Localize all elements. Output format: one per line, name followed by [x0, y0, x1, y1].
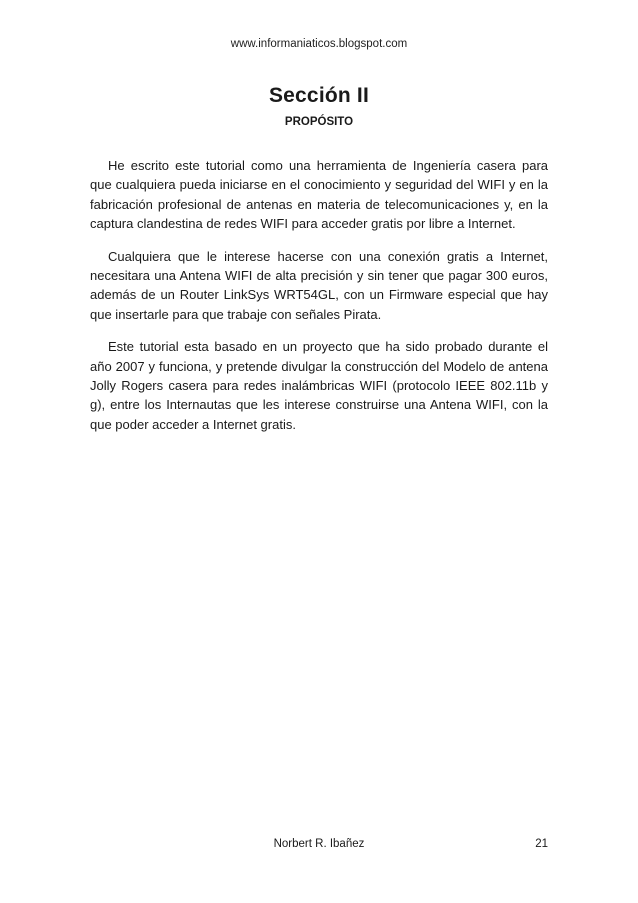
header-url: www.informaniaticos.blogspot.com [230, 38, 408, 50]
body-text [90, 156, 548, 447]
paragraph-1: He escrito este tutorial como una herramienta de Ingeniería casera para que cualquiera pueda iniciarse en el conocimiento y seguridad del WIFI y en la fabricación profesional de antenas en materia de telecomunicaciones y, en la captura clandestina de redes WIFI para acceder gratis por libre a Internet. [90, 158, 548, 232]
footer-author: Norbert R. Ibañez [273, 838, 365, 850]
section-title: Sección II [268, 84, 370, 107]
section-subtitle: PROPÓSITO [284, 116, 354, 128]
paragraph-2: Cualquiera que le interese hacerse con una conexión gratis a Internet, necesitara una Antena WIFI de alta precisión y sin tener que pagar 300 euros, además de un Router LinkSys WRT54GL, con un Firmware especial que hay que insertarle para que trabaje con señales Pirata. [90, 248, 548, 322]
paragraph-3: Este tutorial esta basado en un proyecto que ha sido probado durante el año 2007 y funciona, y pretende divulgar la construcción del Modelo de antena Jolly Rogers casera para redes inalámbricas WIFI (protocolo IEEE 802.11b y g), entre los Internautas que les interese construirse una Antena WIFI, con la que poder acceder a Internet gratis. [90, 339, 548, 432]
page-number: 21 [535, 838, 548, 850]
